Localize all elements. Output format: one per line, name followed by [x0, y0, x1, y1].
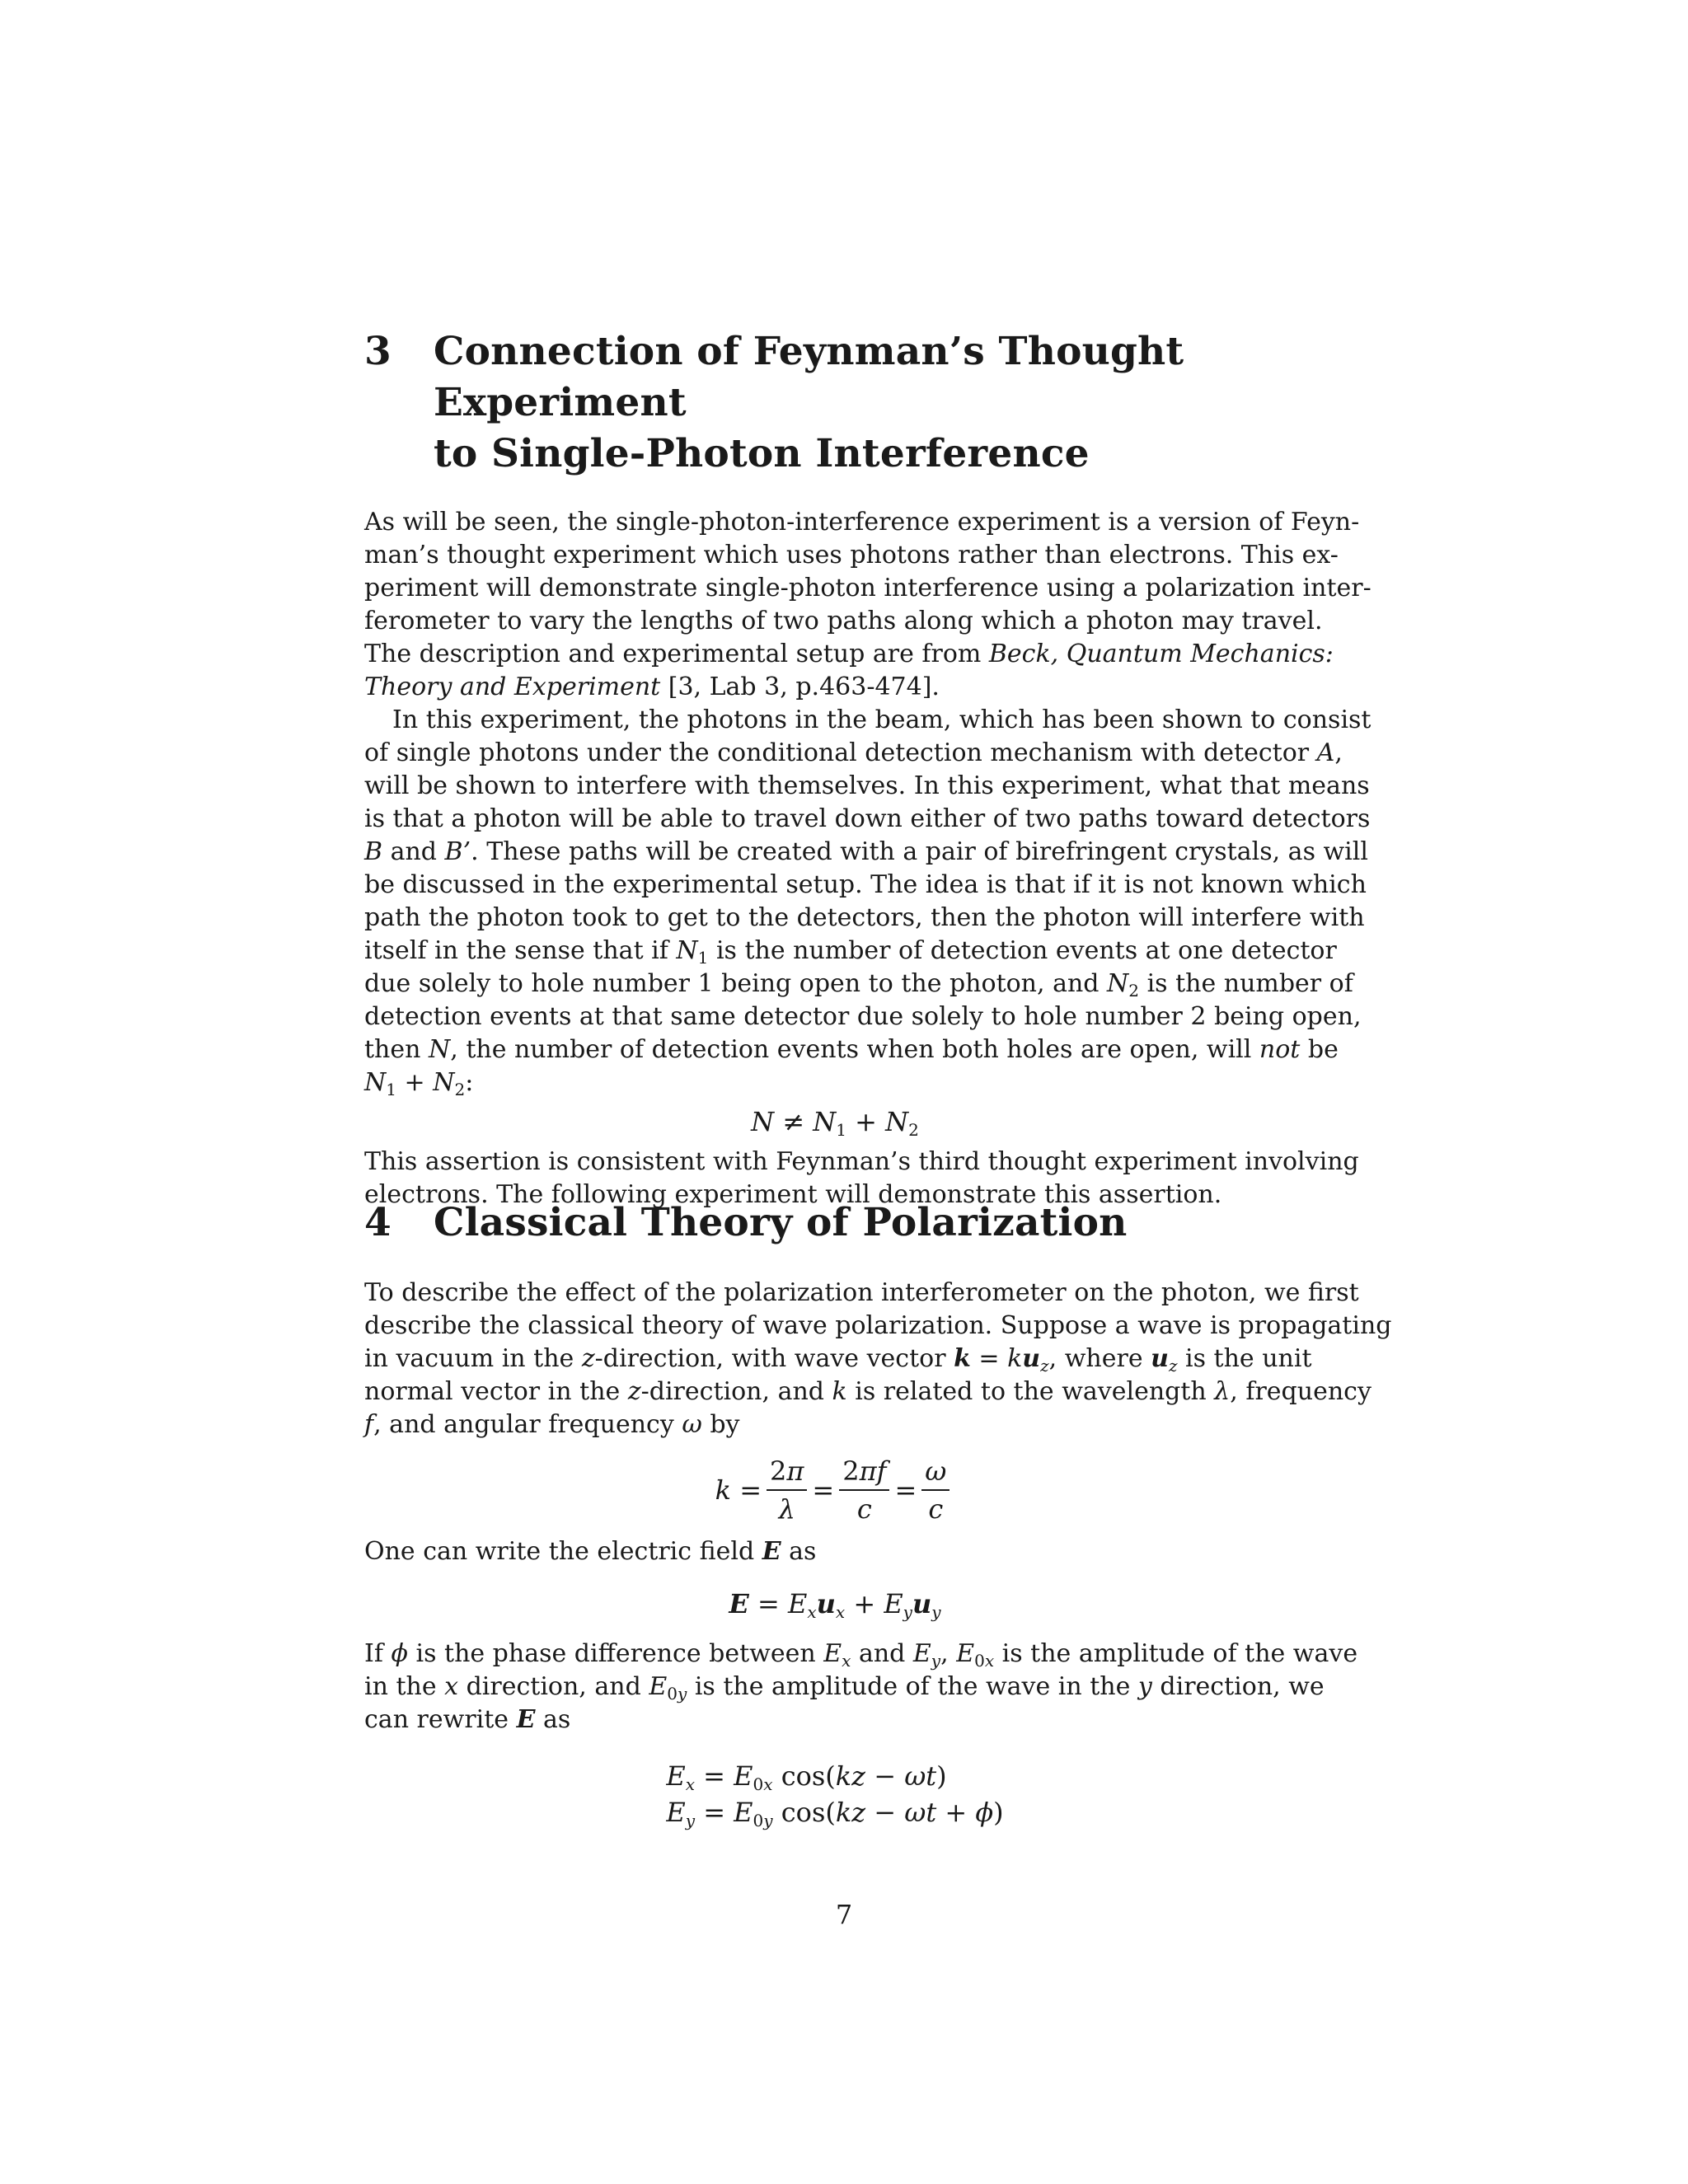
text-line: If ϕ is the phase difference between $E_x$ and $E_y$, $E_{0x}$ is the amplitude of the wave	[364, 1639, 1358, 1671]
section-3	[364, 326, 1372, 1212]
paragraph	[364, 1277, 1392, 1441]
citation-title: Beck, Quantum Mechanics:	[988, 640, 1334, 668]
equation-array	[666, 1758, 1003, 1830]
text-line: One can write the electric field E as	[364, 1537, 817, 1566]
text-run: , frequency	[1230, 1377, 1372, 1406]
text-line: in the x direction, and $E_{0y}$ is the amplitude of the wave in the y direction, we	[364, 1672, 1325, 1704]
text-line	[364, 638, 1334, 671]
text-line: In this experiment, the photons in the beam, which has been shown to consist	[392, 705, 1372, 734]
text-line: can rewrite E as	[364, 1705, 571, 1734]
paragraph	[364, 506, 1372, 704]
text-run: as	[535, 1705, 571, 1734]
text-line: To describe the effect of the polarization interferometer on the photon, we first	[364, 1278, 1359, 1307]
text-run: If	[364, 1639, 392, 1668]
text-run: , and angular frequency	[373, 1410, 682, 1439]
text-run: is the unit	[1177, 1344, 1312, 1373]
equation-inequality: $N \ne N_1 + N_2$	[751, 1106, 919, 1140]
text-line: in vacuum in the z-direction, with wave vector $k = ku_z$, where $u_z$ is the unit	[364, 1344, 1312, 1376]
paragraph	[364, 1535, 1306, 1568]
paragraph	[364, 704, 1372, 1099]
paragraph	[364, 1638, 1358, 1736]
fraction: $\frac{2\pi}{\lambda}$	[767, 1455, 807, 1526]
text-run: and	[851, 1639, 913, 1668]
text-line	[364, 737, 1343, 770]
text-run: then	[364, 1035, 429, 1064]
math-var: A	[1316, 738, 1335, 767]
text-run: by	[701, 1410, 740, 1439]
text-run: normal vector in the	[364, 1377, 628, 1406]
equation-components	[364, 1758, 1306, 1830]
text-line: man’s thought experiment which uses photons rather than electrons. This ex-	[364, 541, 1339, 569]
text-run: ,	[1334, 738, 1343, 767]
section-title-line: to Single-Photon Interference	[434, 431, 1090, 476]
text-run: The description and experimental setup are from	[364, 640, 989, 668]
text-line: path the photon took to get to the detectors, then the photon will interfere with	[364, 903, 1365, 932]
text-run: is the number of detection events at one detector	[715, 936, 1337, 965]
section-4	[364, 1197, 1392, 1830]
page-number: 7	[835, 1899, 853, 1930]
section-3-heading	[364, 326, 1306, 480]
text-run: of single photons under the conditional detection mechanism with detector	[364, 738, 1317, 767]
text-run: , the number of detection events when both holes are open, will	[450, 1035, 1259, 1064]
text-run: is the number of	[1146, 969, 1353, 998]
text-line: normal vector in the z-direction, and k is related to the wavelength λ, frequency	[364, 1377, 1372, 1406]
text-run: . These paths will be created with a pair of birefringent crystals, as will	[471, 837, 1368, 866]
text-run: in the	[364, 1672, 445, 1701]
section-title-line: Connection of Feynman’s Thought Experiment	[434, 329, 1184, 425]
text-run: is the amplitude of the wave	[994, 1639, 1358, 1668]
text-run: , where	[1048, 1344, 1151, 1373]
text-run: One can write the electric field	[364, 1537, 762, 1566]
text-run: as	[781, 1537, 817, 1566]
text-run: due solely to hole number 1 being open to the photon, and	[364, 969, 1108, 998]
text-line: will be shown to interfere with themselves. In this experiment, what that means	[364, 771, 1370, 800]
fraction: $\frac{2\pi f}{c}$	[839, 1455, 889, 1526]
text-line: $N_1 + N_2$:	[364, 1068, 474, 1099]
text-line	[364, 671, 1306, 704]
text-line: due solely to hole number 1 being open to the photon, and $N_2$ is the number of	[364, 969, 1353, 1001]
text-line: periment will demonstrate single-photon interference using a polarization inter-	[364, 574, 1372, 602]
text-run: in vacuum in the	[364, 1344, 582, 1373]
emphasis: not	[1259, 1035, 1301, 1064]
section-4-heading	[364, 1197, 1306, 1249]
text-run: direction, we	[1151, 1672, 1325, 1701]
text-line: be discussed in the experimental setup. The idea is that if it is not known which	[364, 870, 1367, 899]
text-line: detection events at that same detector due solely to hole number 2 being open,	[364, 1002, 1362, 1031]
text-run: -direction, and	[640, 1377, 832, 1406]
text-line: describe the classical theory of wave polarization. Suppose a wave is propagating	[364, 1311, 1392, 1340]
text-run: itself in the sense that if	[364, 936, 677, 965]
text-run: is related to the wavelength	[846, 1377, 1215, 1406]
text-line: ferometer to vary the lengths of two paths along which a photon may travel.	[364, 607, 1323, 635]
math-var: B	[364, 837, 383, 866]
equation-wavenumber: k = $\frac{2\pi}{\lambda}$ = $\frac{2\pi f}{c}$ = $\frac{\omega}{c}$	[364, 1453, 1306, 1527]
citation-title: Theory and Experiment	[364, 673, 661, 701]
math-var: B’	[444, 837, 471, 866]
text-run: -direction, with wave vector	[594, 1344, 954, 1373]
text-line: itself in the sense that if $N_1$ is the number of detection events at one detector	[364, 936, 1337, 968]
section-number: 4	[364, 1200, 392, 1245]
text-line: is that a photon will be able to travel down either of two paths toward detectors	[364, 804, 1371, 833]
fraction: $\frac{\omega}{c}$	[921, 1455, 950, 1526]
text-line: f, and angular frequency ω by	[364, 1410, 740, 1439]
text-run: can rewrite	[364, 1705, 517, 1734]
text-line: electrons. The following experiment will demonstrate this assertion.	[364, 1180, 1222, 1209]
equation-row: $E_y = E_{0y}$ cos(kz − ωt + ϕ)	[666, 1797, 1004, 1830]
text-line: This assertion is consistent with Feynman’s third thought experiment involving	[364, 1147, 1359, 1176]
text-run: and	[382, 837, 445, 866]
text-line	[364, 836, 1368, 869]
equation-row: $E_x = E_{0x}$ cos(kz − ωt)	[666, 1760, 947, 1794]
text-run: is the amplitude of the wave in the	[687, 1672, 1138, 1701]
equation-electric-field: $E = E_xu_x + E_yu_y$	[729, 1588, 941, 1622]
citation-ref: [3, Lab 3, p.463-474].	[660, 673, 940, 701]
text-run: direction, and	[458, 1672, 649, 1701]
text-run: be	[1300, 1035, 1339, 1064]
text-line: As will be seen, the single-photon-interference experiment is a version of Feyn-	[364, 508, 1360, 537]
text-line: then N, the number of detection events when both holes are open, will not be	[364, 1035, 1339, 1064]
section-number: 3	[364, 329, 392, 374]
section-title	[434, 326, 1306, 480]
text-run: is the phase difference between	[407, 1639, 824, 1668]
section-title: Classical Theory of Polarization	[434, 1200, 1128, 1245]
